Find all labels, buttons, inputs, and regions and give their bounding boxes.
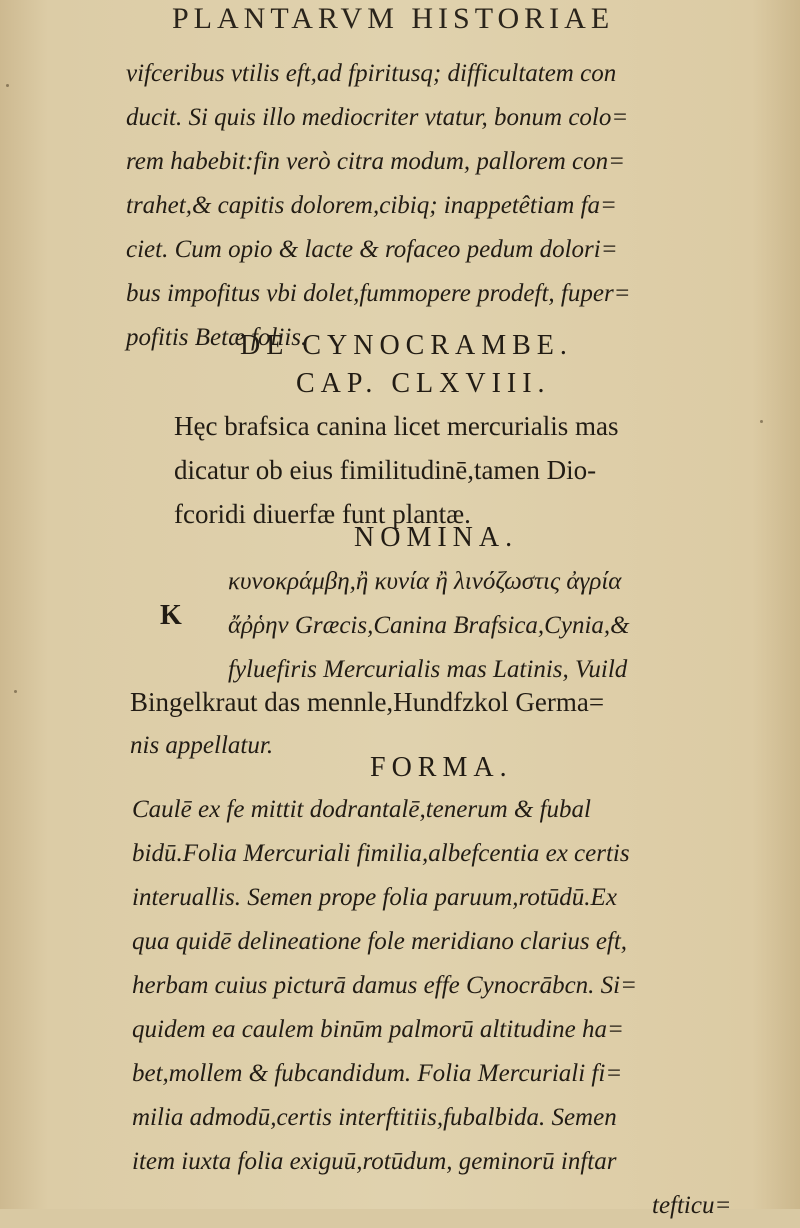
text-line: dicatur ob eius fimilitudinē,tamen Dio- [174, 455, 597, 485]
text-line: pofitis Betæ foliis. [126, 324, 308, 351]
text-line: κυνοκράμβη,ἢ κυνία ἢ λινόζωστις ἀγρία [228, 568, 622, 595]
forma-heading: FORMA. [370, 752, 513, 783]
text-line: milia admodū,certis interftitiis,fubalbida. Semen [132, 1104, 617, 1131]
text-line: vifceribus vtilis eft,ad fpiritusq; difficultatem con [126, 60, 617, 87]
text-line: bet,mollem & fubcandidum. Folia Mercuriali fi= [132, 1060, 623, 1087]
forma-text [132, 788, 772, 1228]
text-line: fcoridi diuerfæ funt plantæ. [174, 499, 471, 529]
text-line: bidū.Folia Mercuriali fimilia,albefcentia ex certis [132, 840, 630, 867]
chapter-title: DE CYNOCRAMBE. [240, 330, 573, 361]
paper-speck [14, 690, 17, 693]
text-line: fyluefiris Mercurialis mas Latinis, Vuild [228, 656, 628, 683]
text-line: ἄῤῥην Græcis,Canina Brafsica,Cynia,& [228, 612, 630, 639]
text-line: tefticu= [652, 1192, 732, 1219]
text-line: Caulē ex fe mittit dodrantalē,tenerum & fubal [132, 796, 591, 823]
text-line: trahet,& capitis dolorem,cibiq; inappetêtiam fa= [126, 192, 617, 219]
intro-text [174, 404, 800, 536]
text-line: qua quidē delineatione fole meridiano clarius eft, [132, 928, 628, 955]
text-line: rem habebit:fin verò citra modum, pallorem con= [126, 148, 625, 175]
section1-text [126, 52, 766, 360]
text-line: ciet. Cum opio & lacte & rofaceo pedum dolori= [126, 236, 618, 263]
text-line: bus impofitus vbi dolet,fummopere prodeft, fuper= [126, 280, 631, 307]
margin-marker: K [160, 600, 182, 631]
text-line: Hęc brafsica canina licet mercurialis mas [174, 411, 619, 441]
running-head: PLANTARVM HISTORIAE [172, 2, 615, 35]
text-line: nis appellatur. [130, 732, 274, 759]
text-line: ducit. Si quis illo mediocriter vtatur, bonum colo= [126, 104, 629, 131]
paper-speck [760, 420, 763, 423]
nomina-text [228, 560, 768, 692]
text-line: Bingelkraut das mennle,Hundfzkol Germa= [130, 687, 605, 717]
text-line: interuallis. Semen prope folia paruum,rotūdū.Ex [132, 884, 617, 911]
text-line: herbam cuius picturā damus effe Cynocrābcn. Si= [132, 972, 637, 999]
chapter-number: CAP. CLXVIII. [296, 368, 551, 399]
text-line: quidem ea caulem binūm palmorū altitudine ha= [132, 1016, 624, 1043]
nomina-heading: NOMINA. [354, 522, 519, 553]
text-line: item iuxta folia exiguū,rotūdum, geminorū inftar [132, 1148, 617, 1175]
paper-speck [6, 84, 9, 87]
